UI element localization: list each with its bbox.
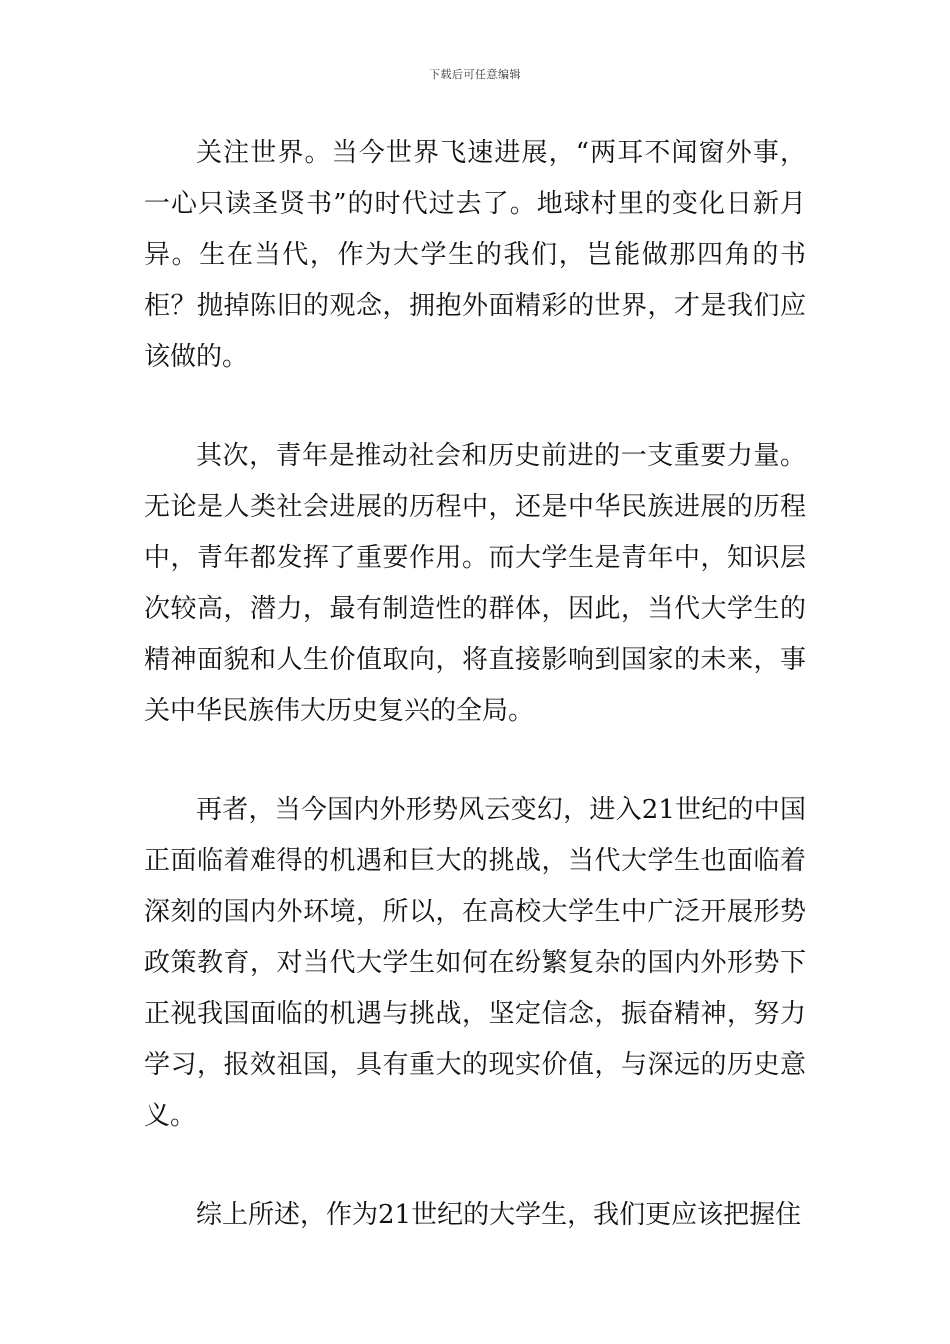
paragraph-1: 关注世界。当今世界飞速进展，“两耳不闻窗外事，一心只读圣贤书”的时代过去了。地球村里的变化日新月异。生在当代，作为大学生的我们，岂能做那四角的书柜？抛掉陈旧的观念，拥抱外面精彩的世界，才是我们应该做的。 — [144, 138, 806, 372]
page-header-note: 下载后可任意编辑 — [429, 68, 521, 81]
document-body — [144, 128, 806, 1241]
paragraph-3: 再者，当今国内外形势风云变幻，进入21世纪的中国正面临着难得的机遇和巨大的挑战，当代大学生也面临着深刻的国内外环境，所以，在高校大学生中广泛开展形势政策教育，对当代大学生如何在纷繁复杂的国内外形势下正视我国面临的机遇与挑战，坚定信念，振奋精神，努力学习，报效祖国，具有重大的现实价值，与深远的历史意义。 — [144, 795, 806, 1131]
paragraph-2: 其次，青年是推动社会和历史前进的一支重要力量。无论是人类社会进展的历程中，还是中华民族进展的历程中，青年都发挥了重要作用。而大学生是青年中，知识层次较高，潜力，最有制造性的群体，因此，当代大学生的精神面貌和人生价值取向，将直接影响到国家的未来，事关中华民族伟大历史复兴的全局。 — [144, 441, 806, 726]
paragraph-4: 综上所述，作为21世纪的大学生，我们更应该把握住 — [196, 1200, 802, 1230]
